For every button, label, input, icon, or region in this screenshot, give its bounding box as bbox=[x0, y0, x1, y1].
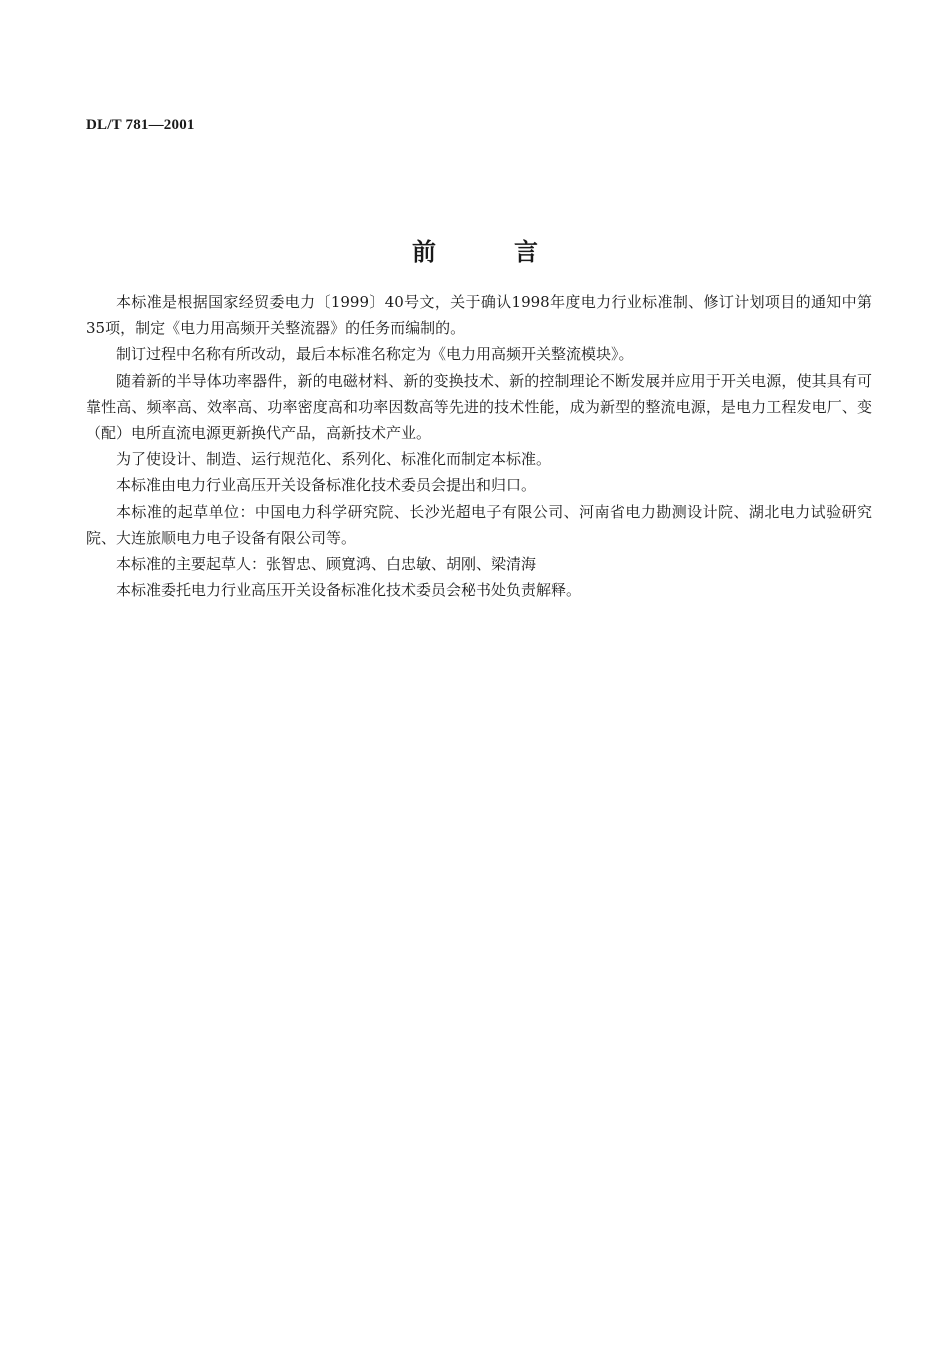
paragraph: 本标准的起草单位：中国电力科学研究院、长沙光超电子有限公司、河南省电力勘测设计院、湖北电力试验研究院、大连旅顺电力电子设备有限公司等。 bbox=[86, 502, 872, 547]
paragraph: 本标准是根据国家经贸委电力〔1999〕40号文，关于确认1998年度电力行业标准制、修订计划项目的通知中第35项，制定《电力用高频开关整流器》的任务而编制的。 bbox=[86, 293, 872, 338]
paragraph: 本标准由电力行业高压开关设备标准化技术委员会提出和归口。 bbox=[116, 476, 537, 495]
paragraph: 本标准委托电力行业高压开关设备标准化技术委员会秘书处负责解释。 bbox=[116, 581, 582, 600]
paragraph: 制订过程中名称有所改动，最后本标准名称定为《电力用高频开关整流模块》。 bbox=[116, 345, 634, 364]
paragraph: 随着新的半导体功率器件，新的电磁材料、新的变换技术、新的控制理论不断发展并应用于开关电源，使其具有可靠性高、频率高、效率高、功率密度高和功率因数高等先进的技术性能，成为新型的整流电源，是电力工程发电厂、变（配）电所直流电源更新换代产品，高新技术产业。 bbox=[86, 371, 872, 443]
paragraph: 为了使设计、制造、运行规范化、系列化、标准化而制定本标准。 bbox=[116, 450, 552, 469]
section-title bbox=[0, 232, 950, 267]
title-char-2: 言 bbox=[514, 237, 538, 266]
paragraph: 本标准的主要起草人：张智忠、顾寬鸿、白忠敏、胡刚、梁清海 bbox=[116, 555, 537, 574]
title-char-1: 前 bbox=[412, 237, 436, 266]
document-code: DL/T 781—2001 bbox=[86, 117, 195, 133]
foreword-body bbox=[86, 289, 872, 603]
